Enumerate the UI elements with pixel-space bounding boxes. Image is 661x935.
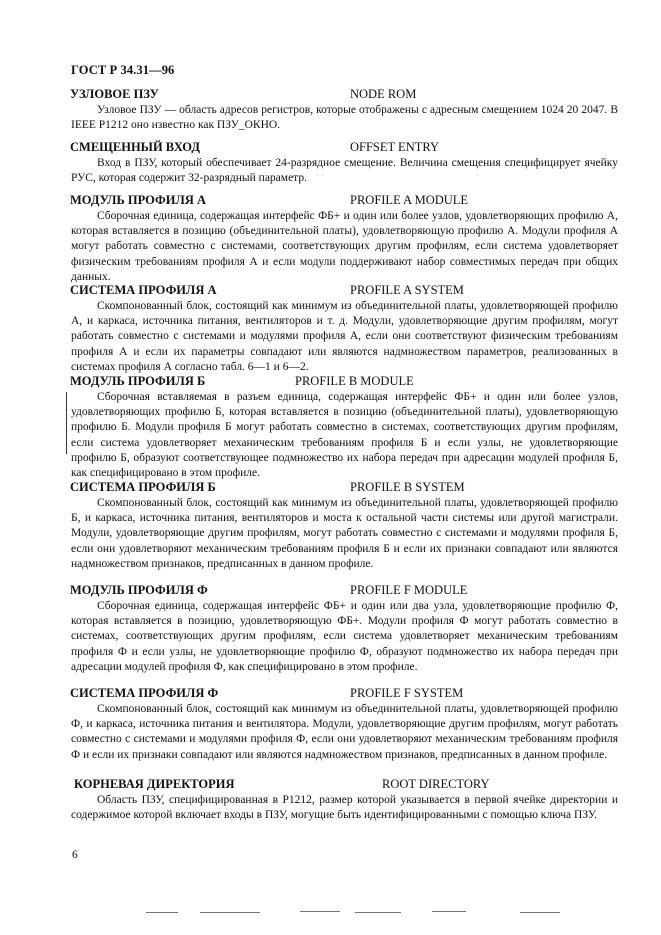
term-russian: СМЕЩЕННЫЙ ВХОД xyxy=(70,140,200,154)
term-definition: Скомпонованный блок, состоящий как минимум из объединительной платы, удовлетворяющей профилю А, и каркаса, источника питания, вентиляторов и т. д. Модули, удовлетворяющие другим профилям, могут работать совместно с системами и модулями профиля А, если они соответствуют физическим требованиям профиля А и если их параметры совпадают или являются надмножеством параметров, реализованных в системах профиля А согласно табл. 6—1 и 6—2. xyxy=(71,300,618,373)
term-english: OFFSET ENTRY xyxy=(350,140,440,154)
term-definition: Узловое ПЗУ — область адресов регистров, которые отображены с адресным смещением 1024 20 2047. В IEEE P1212 оно известно как ПЗУ_ОКНО. xyxy=(71,104,618,132)
margin-bar xyxy=(66,392,67,454)
term-entry xyxy=(70,193,618,285)
term-russian: МОДУЛЬ ПРОФИЛЯ Ф xyxy=(70,583,208,597)
term-entry xyxy=(70,686,618,763)
term-russian: МОДУЛЬ ПРОФИЛЯ Б xyxy=(70,374,206,388)
scan-artifact-line xyxy=(432,911,466,912)
page-number: 6 xyxy=(72,849,78,861)
term-definition: Область ПЗУ, специфицированная в P1212, размер которой указывается в первой ячейке директории и содержимое которой включает входы в ПЗУ, могущие быть идентифицированными с помощью ключа ПЗУ. xyxy=(71,794,618,822)
term-definition: Вход в ПЗУ, который обеспечивает 24-разрядное смещение. Величина смещения специфицирует ячейку РУС, которая содержит 32-разрядный параметр. xyxy=(71,157,618,185)
term-entry xyxy=(70,480,618,572)
term-english: NODE ROM xyxy=(350,87,417,101)
term-russian: КОРНЕВАЯ ДИРЕКТОРИЯ xyxy=(74,777,235,791)
term-entry xyxy=(70,87,618,133)
term-entry xyxy=(70,583,618,675)
term-entry xyxy=(70,283,618,375)
term-english: PROFILE B SYSTEM xyxy=(350,480,465,494)
term-english: PROFILE F SYSTEM xyxy=(350,686,464,700)
scan-artifact-line xyxy=(355,912,401,913)
term-russian: СИСТЕМА ПРОФИЛЯ Б xyxy=(70,480,216,494)
term-definition: Скомпонованный блок, состоящий как минимум из объединительной платы, удовлетворяющей профилю Ф, и каркаса, источника питания и вентилятора. Модули, удовлетворяющие другим профилям, могут работать совместно с системами и модулями профиля Ф, если они удовлетворяют механическим требованиям профиля Ф и если их признаки совпадают или являются надмножеством признаков, предписанных в данном профиле. xyxy=(71,703,618,761)
document-header: ГОСТ Р 34.31—96 xyxy=(71,63,175,77)
term-entry xyxy=(70,374,618,481)
term-definition: Сборочная единица, содержащая интерфейс ФБ+ и один или два узла, удовлетворяющие профилю Ф, которая вставляется в позицию, удовлетворяющую ФБ+. Модули профиля Ф могут работать совместно в системах, соответствующих другим профилям, если система удовлетворяет механическим требованиям профиля Ф и если узлы, не удовлетворяющие профилю Ф, образуют подмножество их набора передач при адресации модулей профиля Ф, как специфицировано в этом профиле. xyxy=(71,600,618,673)
scan-artifact-line xyxy=(146,912,178,913)
term-russian: СИСТЕМА ПРОФИЛЯ А xyxy=(70,283,217,297)
term-english: PROFILE B MODULE xyxy=(295,374,414,388)
term-english: PROFILE A SYSTEM xyxy=(350,283,464,297)
term-russian: СИСТЕМА ПРОФИЛЯ Ф xyxy=(70,686,219,700)
scan-artifact-line xyxy=(200,912,260,913)
term-definition: Сборочная единица, содержащая интерфейс ФБ+ и один или более узлов, удовлетворяющих профилю А, которая вставляется в позицию (объединительной платы), удовлетворяющую профилю А. Модули профиля А могут работать совместно с системами, соответствующих другим профилям, если система удовлетворяет физическим требованиям профиля А и если модули поддерживают набор совместимых передач при общих данных. xyxy=(71,210,618,283)
term-entry xyxy=(70,140,618,186)
scan-artifact-line xyxy=(520,912,560,913)
term-english: ROOT DIRECTORY xyxy=(382,777,490,791)
term-definition: Сборочная вставляемая в разъем единица, содержащая интерфейс ФБ+ и один или более узлов, удовлетворяющих профилю Б, которая вставляется в позицию (объединительной платы), удовлетворяющую профилю Б. Модули профиля Б могут работать совместно в системах, соответствующих другим профилям, если система удовлетворяет механическим требованиям профиля Б и если узлы, не удовлетворяющие профилю Б, образуют соответствующее подмножество их набора передач при адресации модулей профиля Б, как специфицировано в этом профиле. xyxy=(71,391,618,480)
term-entry xyxy=(70,777,618,823)
term-english: PROFILE F MODULE xyxy=(350,583,468,597)
term-english: PROFILE A MODULE xyxy=(350,193,469,207)
term-russian: УЗЛОВОЕ ПЗУ xyxy=(70,87,159,101)
scan-artifact-line xyxy=(300,911,340,912)
term-definition: Скомпонованный блок, состоящий как минимум из объединительной платы, удовлетворяющей профилю Б, и каркаса, источника питания, вентиляторов и моста к остальной части системы или другой магистрали. Модули, удовлетворяющие другим профилям, могут работать совместно с системами и модулями профиля Б, если они удовлетворяют механическим требованиям профиля Б и если их признаки совпадают или являются надмножеством признаков, предписанных в данном профиле. xyxy=(71,497,618,570)
term-russian: МОДУЛЬ ПРОФИЛЯ А xyxy=(70,193,206,207)
